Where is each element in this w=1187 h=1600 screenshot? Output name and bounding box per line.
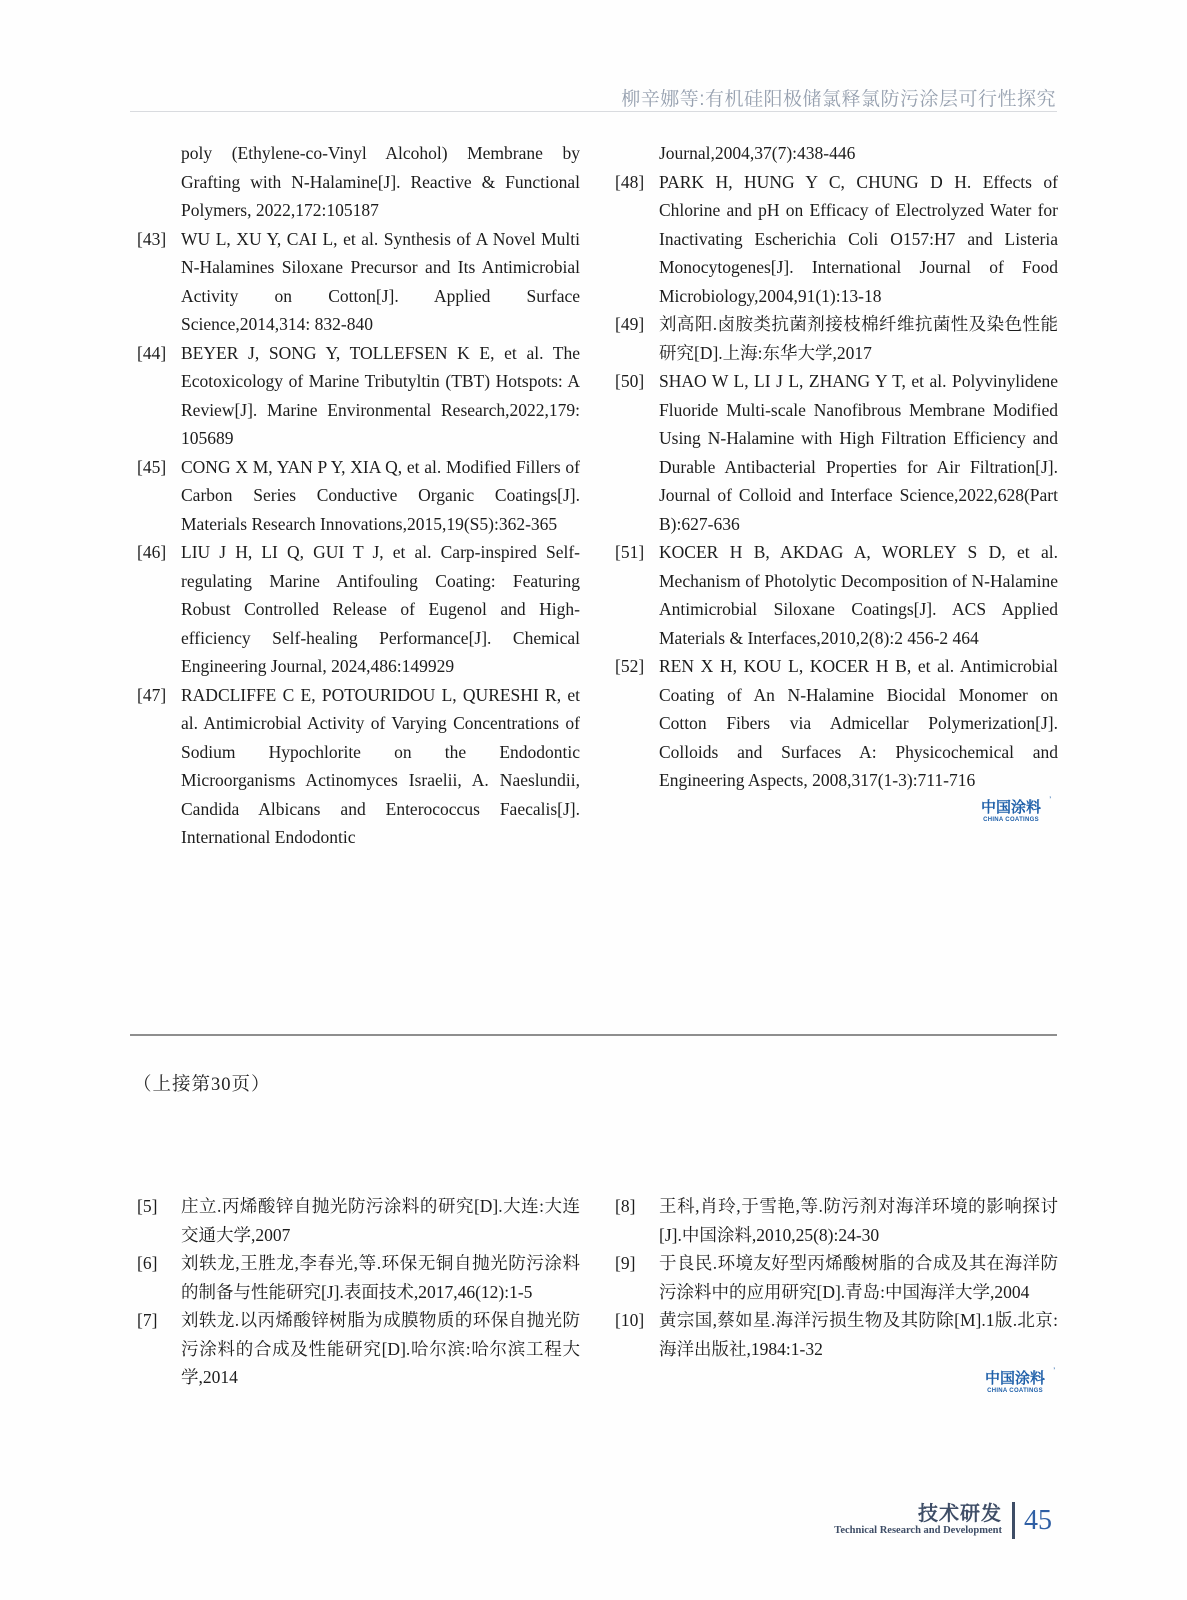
reference-item: [137, 681, 580, 852]
reference-item: [137, 225, 580, 339]
footer-section-title-cn: 技术研发: [918, 1503, 1002, 1526]
header-rule: [130, 111, 1057, 112]
references-column-top-left: [137, 139, 580, 852]
reference-item: [615, 652, 1058, 795]
page-number: 45: [1024, 1504, 1052, 1536]
reference-number: [47]: [137, 684, 167, 705]
reference-text: RADCLIFFE C E, POTOURIDOU L, QURESHI R, et al. Antimicrobial Activity of Varying Concentrations of Sodium Hypochlorite on the Endodontic Microorganisms Actinomyces Israelii, A. Naeslundii, Candida Albicans and Enterococcus Faecalis[J]. International Endodontic: [181, 684, 580, 847]
reference-item: [137, 1306, 580, 1392]
reference-item: [615, 1306, 1058, 1363]
reference-text: KOCER H B, AKDAG A, WORLEY S D, et al. Mechanism of Photolytic Decomposition of N-Halamine Antimicrobial Siloxane Coatings[J]. ACS Applied Materials & Interfaces,2010,2(8):2 456-2 464: [659, 542, 1058, 648]
china-coatings-logo-cn-text: 中国涂料 ’: [984, 1368, 1055, 1387]
reference-item: [615, 168, 1058, 311]
reference-item: [137, 538, 580, 681]
reference-text: SHAO W L, LI J L, ZHANG Y T, et al. Polyvinylidene Fluoride Multi-scale Nanofibrous Membrane Modified Using N-Halamine with High Filtration Efficiency and Durable Antibacterial Properties for Air Filtration[J]. Journal of Colloid and Interface Science,2022,628(Part B):627-636: [659, 371, 1058, 534]
references-column-bottom-left: [137, 1192, 580, 1392]
reference-item: [137, 139, 580, 225]
reference-text: 黄宗国,蔡如星.海洋污损生物及其防除[M].1版.北京:海洋出版社,1984:1-32: [659, 1310, 1058, 1359]
reference-number: [6]: [137, 1253, 158, 1273]
reference-item: [137, 339, 580, 453]
reference-number: [5]: [137, 1196, 158, 1216]
reference-number: [10]: [615, 1310, 645, 1330]
reference-number: [43]: [137, 228, 167, 249]
reference-number: [48]: [615, 171, 645, 192]
reference-number: [52]: [615, 656, 645, 676]
reference-text: 于良民.环境友好型丙烯酸树脂的合成及其在海洋防污涂料中的应用研究[D].青岛:中国海洋大学,2004: [659, 1253, 1058, 1302]
reference-item: [137, 453, 580, 539]
section-divider-rule: [130, 1034, 1057, 1036]
references-column-top-right: [615, 139, 1058, 852]
reference-number: [51]: [615, 542, 645, 562]
reference-text: WU L, XU Y, CAI L, et al. Synthesis of A Novel Multi N-Halamines Siloxane Precursor and Its Antimicrobial Activity on Cotton[J]. Applied Surface Science,2014,314: 832-840: [181, 228, 580, 334]
running-head-title: 柳辛娜等:有机硅阳极储氯释氯防污涂层可行性探究: [621, 89, 1056, 110]
page-footer: [834, 1502, 1052, 1539]
references-section-top: [137, 139, 1058, 852]
china-coatings-logo-cn-text: 中国涂料 ’: [980, 797, 1051, 816]
reference-text: BEYER J, SONG Y, TOLLEFSEN K E, et al. The Ecotoxicology of Marine Tributyltin (TBT) Hotspots: A Review[J]. Marine Environmental Research,2022,179: 105689: [181, 342, 580, 448]
reference-text: 庄立.丙烯酸锌自抛光防污涂料的研究[D].大连:大连交通大学,2007: [181, 1196, 580, 1245]
reference-item: [615, 139, 1058, 168]
china-coatings-logo-en-text: CHINA COATINGS: [983, 817, 1039, 823]
reference-number: [8]: [615, 1196, 636, 1216]
reference-text: 刘轶龙,王胜龙,李春光,等.环保无铜自抛光防污涂料的制备与性能研究[J].表面技术,2017,46(12):1-5: [181, 1253, 580, 1302]
reference-number: [9]: [615, 1253, 636, 1273]
reference-text: 刘轶龙.以丙烯酸锌树脂为成膜物质的环保自抛光防污涂料的合成及性能研究[D].哈尔滨:哈尔滨工程大学,2014: [181, 1310, 580, 1387]
references-column-bottom-right: [615, 1192, 1058, 1392]
continuation-note: （上接第30页）: [133, 1075, 271, 1095]
china-coatings-logo-en-text: CHINA COATINGS: [987, 1388, 1043, 1394]
reference-number: [7]: [137, 1310, 158, 1330]
footer-divider-bar: [1012, 1502, 1015, 1539]
reference-item: [615, 310, 1058, 367]
reference-item: [615, 1249, 1058, 1306]
reference-text: 王科,肖玲,于雪艳,等.防污剂对海洋环境的影响探讨[J].中国涂料,2010,25(8):24-30: [659, 1196, 1058, 1245]
reference-item: [137, 1192, 580, 1249]
reference-number: [50]: [615, 371, 645, 391]
reference-text: REN X H, KOU L, KOCER H B, et al. Antimicrobial Coating of An N-Halamine Biocidal Monomer on Cotton Fibers via Admicellar Polymerization[J]. Colloids and Surfaces A: Physicochemical and Engineering Aspects, 2008,317(1-3):711-716: [659, 656, 1058, 790]
reference-number: [49]: [615, 314, 645, 334]
reference-text: CONG X M, YAN P Y, XIA Q, et al. Modified Fillers of Carbon Series Conductive Organic Coatings[J]. Materials Research Innovations,2015,19(S5):362-365: [181, 456, 580, 534]
reference-text: poly (Ethylene-co-Vinyl Alcohol) Membrane by Grafting with N-Halamine[J]. Reactive & Functional Polymers, 2022,172:105187: [181, 143, 580, 220]
references-section-bottom: [137, 1192, 1058, 1392]
reference-text: 刘高阳.卤胺类抗菌剂接枝棉纤维抗菌性及染色性能研究[D].上海:东华大学,2017: [659, 314, 1058, 363]
reference-number: [44]: [137, 342, 167, 363]
china-coatings-logo-top: [976, 797, 1051, 823]
trademark-mark: ’: [1049, 797, 1051, 803]
china-coatings-logo-bottom: [980, 1368, 1055, 1394]
reference-item: [137, 1249, 580, 1306]
footer-section-title-en: Technical Research and Development: [834, 1525, 1002, 1537]
reference-text: LIU J H, LI Q, GUI T J, et al. Carp-inspired Self-regulating Marine Antifouling Coating: Featuring Robust Controlled Release of Eugenol and High-efficiency Self-healing Performance[J]. Chemical Engineering Journal, 2024,486:149929: [181, 542, 580, 676]
reference-item: [615, 538, 1058, 652]
reference-text: Journal,2004,37(7):438-446: [659, 143, 856, 163]
reference-text: PARK H, HUNG Y C, CHUNG D H. Effects of Chlorine and pH on Efficacy of Electrolyzed Water for Inactivating Escherichia Coli O157:H7 and Listeria Monocytogenes[J]. International Journal of Food Microbiology,2004,91(1):13-18: [659, 171, 1058, 306]
reference-number: [45]: [137, 456, 167, 477]
reference-item: [615, 1192, 1058, 1249]
footer-section-title: [834, 1503, 1002, 1538]
reference-number: [46]: [137, 542, 167, 562]
reference-item: [615, 367, 1058, 538]
trademark-mark: ’: [1053, 1368, 1055, 1374]
